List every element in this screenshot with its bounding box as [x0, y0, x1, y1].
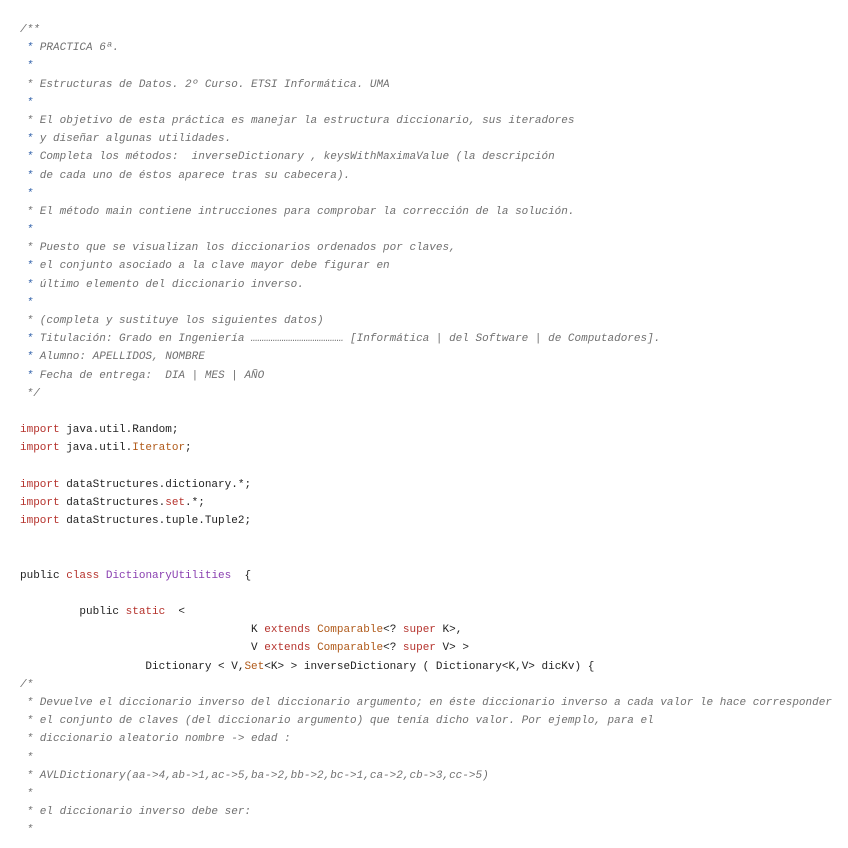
code-line [20, 421, 842, 439]
code-token: * [20, 133, 34, 146]
code-line [20, 257, 842, 275]
code-token: V [20, 642, 265, 655]
code-token: java.util.Random; [59, 424, 179, 437]
code-line [20, 148, 842, 166]
code-line [20, 548, 842, 566]
code-token: último elemento del diccionario inverso. [33, 278, 304, 291]
code-line [20, 185, 842, 203]
code-token: Dictionary < V, [20, 660, 245, 673]
code-line [20, 785, 842, 803]
code-line [20, 803, 842, 821]
code-token: Comparable [317, 642, 384, 655]
code-token: K [20, 624, 265, 637]
code-token: /** [20, 24, 40, 36]
code-token: */ [20, 387, 40, 400]
code-token: * [20, 351, 34, 364]
code-line [20, 367, 842, 385]
code-token: * el diccionario inverso debe ser: [20, 806, 252, 819]
code-line [20, 57, 842, 75]
code-token: y diseñar algunas utilidades. [33, 133, 232, 146]
code-token: * El método main contiene intrucciones para comprobar la corrección de la solución. [20, 205, 575, 218]
code-token: import [20, 478, 60, 491]
code-token: java.util. [59, 442, 133, 455]
code-token: * Puesto que se visualizan los diccionarios ordenados por claves, [20, 242, 456, 255]
code-token: K>, [435, 624, 463, 637]
code-line [20, 585, 842, 603]
code-token: Iterator [132, 442, 186, 455]
code-token: < [165, 606, 186, 618]
code-token: ; [185, 442, 192, 455]
code-line [20, 312, 842, 330]
code-token: * (completa y sustituye los siguientes datos) [20, 315, 324, 327]
code-token: super [402, 642, 436, 655]
code-token: * [20, 60, 34, 73]
code-token: * [20, 824, 34, 837]
code-token: Completa los métodos: inverseDictionary , keysWithMaximaValue (la descripción [33, 151, 555, 164]
code-line [20, 439, 842, 457]
code-line [20, 21, 842, 39]
code-line [20, 276, 842, 294]
code-token: de cada uno de éstos aparece tras su cabecera). [33, 169, 351, 182]
code-token: * [20, 333, 34, 346]
code-token: el conjunto asociado a la clave mayor debe figurar en [33, 260, 390, 273]
code-token: * Devuelve el diccionario inverso del diccionario argumento; en éste diccionario inverso a cada valor le hace corresponder [20, 696, 832, 709]
code-line [20, 403, 842, 421]
code-token: set [165, 496, 186, 509]
code-line [20, 294, 842, 312]
code-token: * [20, 224, 34, 237]
code-token: DictionaryUtilities [105, 569, 232, 582]
code-token: Set [244, 660, 265, 673]
code-token: * [20, 187, 34, 200]
code-token: * [20, 96, 34, 109]
code-line [20, 112, 842, 130]
code-token: PRACTICA 6ª. [33, 42, 120, 55]
code-token: import [20, 496, 60, 509]
code-token: * Estructuras de Datos. 2º Curso. ETSI Informática. UMA [20, 78, 390, 91]
code-line [20, 494, 842, 512]
code-line [20, 221, 842, 239]
code-token: class [66, 569, 100, 582]
code-line [20, 39, 842, 57]
code-token: super [402, 624, 436, 637]
code-token: /* [20, 678, 34, 691]
code-token: * [20, 369, 34, 382]
code-line [20, 567, 842, 585]
code-token: * diccionario aleatorio nombre -> edad : [20, 733, 291, 746]
code-line [20, 658, 842, 676]
code-line [20, 512, 842, 530]
code-token [99, 570, 106, 582]
code-token: extends [264, 624, 311, 637]
code-line [20, 476, 842, 494]
code-line [20, 730, 842, 748]
code-token: Comparable [317, 624, 384, 637]
code-line [20, 603, 842, 621]
code-token: <? [383, 642, 403, 655]
code-token: import [20, 515, 60, 528]
code-line [20, 767, 842, 785]
code-token: * [20, 787, 34, 800]
code-token: Titulación: Grado en Ingeniería …………………………………… [Informática | del Software | de Computadores]. [33, 333, 661, 346]
code-line [20, 167, 842, 185]
code-token: static [125, 606, 166, 618]
code-line [20, 94, 842, 112]
code-token: { [231, 569, 252, 582]
code-line [20, 348, 842, 366]
code-token: Fecha de entrega: DIA | MES | AÑO [33, 369, 265, 382]
code-token: * El objetivo de esta práctica es manejar la estructura diccionario, sus iteradores [20, 114, 575, 127]
code-token: * [20, 42, 34, 55]
code-line [20, 530, 842, 548]
code-line [20, 639, 842, 657]
code-token: * [20, 169, 34, 182]
code-line [20, 330, 842, 348]
code-line [20, 385, 842, 403]
code-token: <K> > inverseDictionary ( Dictionary<K,V> dicKv) { [264, 660, 595, 673]
code-line [20, 694, 842, 712]
code-token: * [20, 260, 34, 273]
code-line [20, 130, 842, 148]
code-line [20, 821, 842, 839]
code-line [20, 676, 842, 694]
code-token: * [20, 151, 34, 164]
code-token: public [20, 569, 67, 582]
code-line [20, 712, 842, 730]
code-line [20, 76, 842, 94]
code-token: * [20, 751, 34, 764]
code-line [20, 203, 842, 221]
code-line [20, 458, 842, 476]
code-token: <? [383, 624, 403, 637]
code-token: * AVLDictionary(aa->4,ab->1,ac->5,ba->2,bb->2,bc->1,ca->2,cb->3,cc->5) [20, 769, 489, 782]
code-editor[interactable] [20, 21, 842, 839]
code-line [20, 621, 842, 639]
code-line [20, 749, 842, 767]
code-token: import [20, 442, 60, 455]
code-line [20, 239, 842, 257]
code-token: * [20, 296, 34, 309]
code-token: dataStructures.tuple.Tuple2; [59, 515, 252, 528]
code-token: import [20, 424, 60, 437]
code-token: * [20, 278, 34, 291]
code-token: dataStructures.dictionary.*; [59, 478, 252, 491]
code-token: extends [264, 642, 311, 655]
code-token: * el conjunto de claves (del diccionario argumento) que tenía dicho valor. Por ejemplo, para el [20, 715, 654, 728]
code-token: public [20, 606, 126, 618]
code-token: .*; [185, 496, 205, 509]
code-token: dataStructures. [59, 496, 166, 509]
code-token: Alumno: APELLIDOS, NOMBRE [33, 351, 205, 364]
code-token: V> > [435, 642, 469, 655]
